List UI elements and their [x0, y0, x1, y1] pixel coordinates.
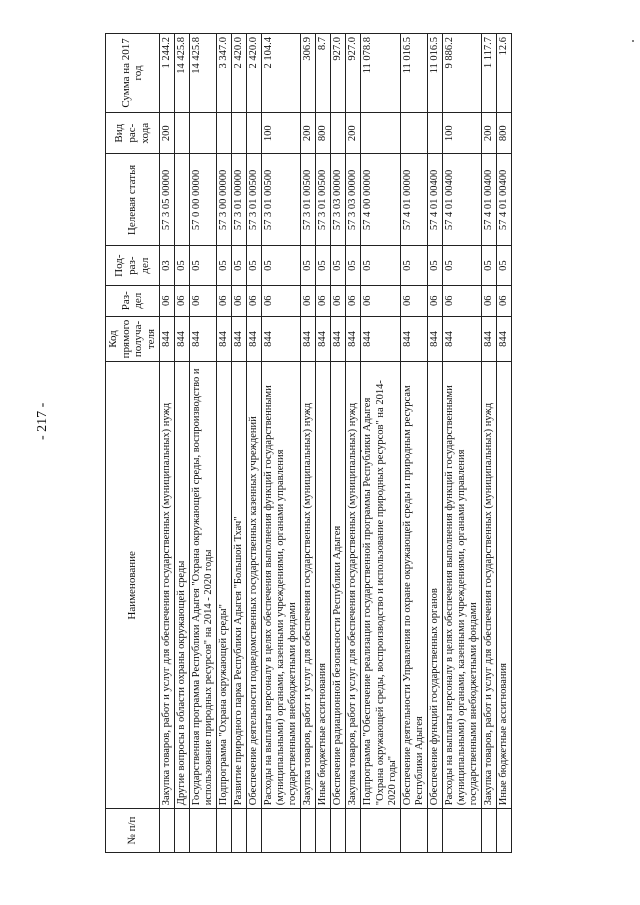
- table-row: [301, 34, 316, 853]
- row-section: 06: [400, 285, 427, 316]
- row-recipient-code: 844: [159, 316, 174, 362]
- row-subsection: 05: [301, 246, 316, 285]
- row-subsection: 05: [246, 246, 261, 285]
- row-section: 06: [231, 285, 246, 316]
- row-name: Закупка товаров, работ и услуг для обеспечения государственных (муниципальных) нужд: [159, 362, 174, 809]
- row-section: 06: [262, 285, 301, 316]
- row-number: [331, 809, 346, 853]
- row-name: Обеспечение функций государственных органов: [427, 362, 442, 809]
- row-target-article: 57 3 05 00000: [159, 154, 174, 246]
- row-subsection: 05: [174, 246, 189, 285]
- row-expense-type: 800: [316, 112, 331, 154]
- row-number: [316, 809, 331, 853]
- row-section: 06: [497, 285, 512, 316]
- row-name: Подпрограмма "Обеспечение реализации государственной программы Республики Адыгея "Охрана окружающей среды, воспроизводство и использование природных ресурсов" на 2014-2020 годы": [361, 362, 400, 809]
- row-name: Расходы на выплаты персоналу в целях обеспечения выполнения функций государственными (муниципальными) органами, казенными учреждениями, органами управления государственными внебюджетными фондами: [262, 362, 301, 809]
- row-expense-type: 200: [482, 112, 497, 154]
- row-target-article: 57 4 01 00400: [442, 154, 481, 246]
- row-name: Закупка товаров, работ и услуг для обеспечения государственных (муниципальных) нужд: [346, 362, 361, 809]
- table-row: [482, 34, 497, 853]
- row-expense-type: 200: [159, 112, 174, 154]
- header-amount-2017: Сумма на 2017 год: [106, 34, 160, 113]
- row-section: 06: [331, 285, 346, 316]
- row-subsection: 05: [400, 246, 427, 285]
- row-number: [400, 809, 427, 853]
- table-row: [159, 34, 174, 853]
- row-amount: 14 425.8: [189, 34, 216, 113]
- row-section: 06: [346, 285, 361, 316]
- row-target-article: 57 3 01 00500: [301, 154, 316, 246]
- row-target-article: 57 3 01 00500: [246, 154, 261, 246]
- header-target-article: Целевая статья: [106, 154, 160, 246]
- row-number: [361, 809, 400, 853]
- row-section: 06: [316, 285, 331, 316]
- row-recipient-code: 844: [246, 316, 261, 362]
- row-recipient-code: 844: [189, 316, 216, 362]
- row-amount: 1 244.2: [159, 34, 174, 113]
- row-amount: 927.0: [346, 34, 361, 113]
- row-number: [482, 809, 497, 853]
- row-target-article: 57 4 01 00400: [497, 154, 512, 246]
- table-row: [246, 34, 261, 853]
- row-subsection: 05: [427, 246, 442, 285]
- row-subsection: 05: [346, 246, 361, 285]
- row-section: 06: [361, 285, 400, 316]
- budget-table: [105, 33, 512, 853]
- row-name: Иные бюджетные ассигнования: [316, 362, 331, 809]
- row-number: [262, 809, 301, 853]
- header-name: Наименование: [106, 362, 160, 809]
- row-subsection: 05: [216, 246, 231, 285]
- row-subsection: 03: [159, 246, 174, 285]
- row-target-article: 57 3 01 00500: [316, 154, 331, 246]
- row-target-article: 57 3 03 00000: [331, 154, 346, 246]
- row-target-article: 57 4 00 00000: [361, 154, 400, 246]
- header-recipient-code: Код прямого получа-теля: [106, 316, 160, 362]
- row-recipient-code: 844: [331, 316, 346, 362]
- row-recipient-code: 844: [346, 316, 361, 362]
- row-subsection: 05: [262, 246, 301, 285]
- row-target-article: 57 4 01 00000: [400, 154, 427, 246]
- row-name: Государственная программа Республики Адыгея "Охрана окружающей среды, воспроизводство и использование природных ресурсов" на 2014 - 2020 годы: [189, 362, 216, 809]
- row-target-article: 57 4 01 00400: [482, 154, 497, 246]
- row-target-article: [174, 154, 189, 246]
- row-amount: 14 425.8: [174, 34, 189, 113]
- table-header-row: [106, 34, 160, 853]
- table-row: [400, 34, 427, 853]
- table-body: [159, 34, 512, 853]
- row-name: Обеспечение радиационной безопасности Республики Адыгея: [331, 362, 346, 809]
- row-recipient-code: 844: [442, 316, 481, 362]
- row-amount: 2 420.0: [231, 34, 246, 113]
- row-expense-type: [400, 112, 427, 154]
- row-name: Подпрограмма "Охрана окружающей среды": [216, 362, 231, 809]
- row-target-article: 57 4 01 00400: [427, 154, 442, 246]
- row-amount: 3 347.0: [216, 34, 231, 113]
- row-name: Другие вопросы в области охраны окружающей среды: [174, 362, 189, 809]
- row-subsection: 05: [497, 246, 512, 285]
- row-number: [159, 809, 174, 853]
- row-target-article: 57 0 00 00000: [189, 154, 216, 246]
- row-amount: 11 016.5: [400, 34, 427, 113]
- row-name: Обеспечение деятельности Управления по охране окружающей среды и природным ресурсам Республики Адыгея: [400, 362, 427, 809]
- row-number: [346, 809, 361, 853]
- row-expense-type: 200: [346, 112, 361, 154]
- row-subsection: 05: [361, 246, 400, 285]
- header-section: Раз-дел: [106, 285, 160, 316]
- row-amount: 2 420.0: [246, 34, 261, 113]
- row-number: [231, 809, 246, 853]
- row-expense-type: [331, 112, 346, 154]
- row-recipient-code: 844: [400, 316, 427, 362]
- row-amount: 12.6: [497, 34, 512, 113]
- row-expense-type: [189, 112, 216, 154]
- row-target-article: 57 3 00 00000: [216, 154, 231, 246]
- row-subsection: 05: [316, 246, 331, 285]
- row-target-article: 57 3 01 00000: [231, 154, 246, 246]
- row-recipient-code: 844: [216, 316, 231, 362]
- row-expense-type: [216, 112, 231, 154]
- row-recipient-code: 844: [231, 316, 246, 362]
- row-recipient-code: 844: [427, 316, 442, 362]
- row-number: [427, 809, 442, 853]
- row-amount: 1 117.7: [482, 34, 497, 113]
- row-number: [442, 809, 481, 853]
- row-section: 06: [174, 285, 189, 316]
- row-name: Иные бюджетные ассигнования: [497, 362, 512, 809]
- row-expense-type: 800: [497, 112, 512, 154]
- row-number: [174, 809, 189, 853]
- row-subsection: 05: [331, 246, 346, 285]
- row-amount: 306.9: [301, 34, 316, 113]
- page-number: - 217 -: [35, 402, 50, 440]
- row-expense-type: [174, 112, 189, 154]
- table-row: [189, 34, 216, 853]
- row-section: 06: [301, 285, 316, 316]
- row-amount: 9 886.2: [442, 34, 481, 113]
- table-row: [262, 34, 301, 853]
- table-row: [231, 34, 246, 853]
- row-recipient-code: 844: [301, 316, 316, 362]
- row-number: [189, 809, 216, 853]
- row-recipient-code: 844: [174, 316, 189, 362]
- row-section: 06: [216, 285, 231, 316]
- row-section: 06: [442, 285, 481, 316]
- row-name: Закупка товаров, работ и услуг для обеспечения государственных (муниципальных) нужд: [301, 362, 316, 809]
- row-subsection: 05: [231, 246, 246, 285]
- table-row: [346, 34, 361, 853]
- row-subsection: 05: [442, 246, 481, 285]
- table-row: [442, 34, 481, 853]
- row-amount: 2 104.4: [262, 34, 301, 113]
- row-recipient-code: 844: [482, 316, 497, 362]
- table-row: [216, 34, 231, 853]
- row-amount: 8.7: [316, 34, 331, 113]
- row-expense-type: 100: [262, 112, 301, 154]
- header-expense-type: Вид рас-хода: [106, 112, 160, 154]
- row-amount: 11 078.8: [361, 34, 400, 113]
- header-number: № п/п: [106, 809, 160, 853]
- row-section: 06: [189, 285, 216, 316]
- row-subsection: 05: [189, 246, 216, 285]
- table-row: [174, 34, 189, 853]
- header-subsection: Под-раз-дел: [106, 246, 160, 285]
- row-section: 06: [482, 285, 497, 316]
- row-target-article: 57 3 01 00500: [262, 154, 301, 246]
- table-row: [361, 34, 400, 853]
- row-section: 06: [159, 285, 174, 316]
- row-expense-type: 100: [442, 112, 481, 154]
- row-expense-type: [231, 112, 246, 154]
- table-row: [331, 34, 346, 853]
- row-section: 06: [427, 285, 442, 316]
- row-number: [246, 809, 261, 853]
- row-expense-type: 200: [301, 112, 316, 154]
- row-number: [497, 809, 512, 853]
- row-expense-type: [427, 112, 442, 154]
- row-amount: 927.0: [331, 34, 346, 113]
- row-recipient-code: 844: [262, 316, 301, 362]
- row-recipient-code: 844: [497, 316, 512, 362]
- row-expense-type: [361, 112, 400, 154]
- row-name: Закупка товаров, работ и услуг для обеспечения государственных (муниципальных) нужд: [482, 362, 497, 809]
- row-amount: 11 016.5: [427, 34, 442, 113]
- row-number: [216, 809, 231, 853]
- row-section: 06: [246, 285, 261, 316]
- row-name: Расходы на выплаты персоналу в целях обеспечения выполнения функций государственными (муниципальными) органами, казенными учреждениями, органами управления государственными внебюджетными фондами: [442, 362, 481, 809]
- row-target-article: 57 3 03 00000: [346, 154, 361, 246]
- row-name: Обеспечение деятельности подведомственных государственных казенных учреждений: [246, 362, 261, 809]
- table-row: [316, 34, 331, 853]
- row-recipient-code: 844: [361, 316, 400, 362]
- row-expense-type: [246, 112, 261, 154]
- rotated-budget-table-frame: [105, 33, 637, 853]
- row-recipient-code: 844: [316, 316, 331, 362]
- row-number: [301, 809, 316, 853]
- table-row: [497, 34, 512, 853]
- row-name: Развитие природного парка Республики Адыгея "Большой Тхач": [231, 362, 246, 809]
- row-subsection: 05: [482, 246, 497, 285]
- table-row: [427, 34, 442, 853]
